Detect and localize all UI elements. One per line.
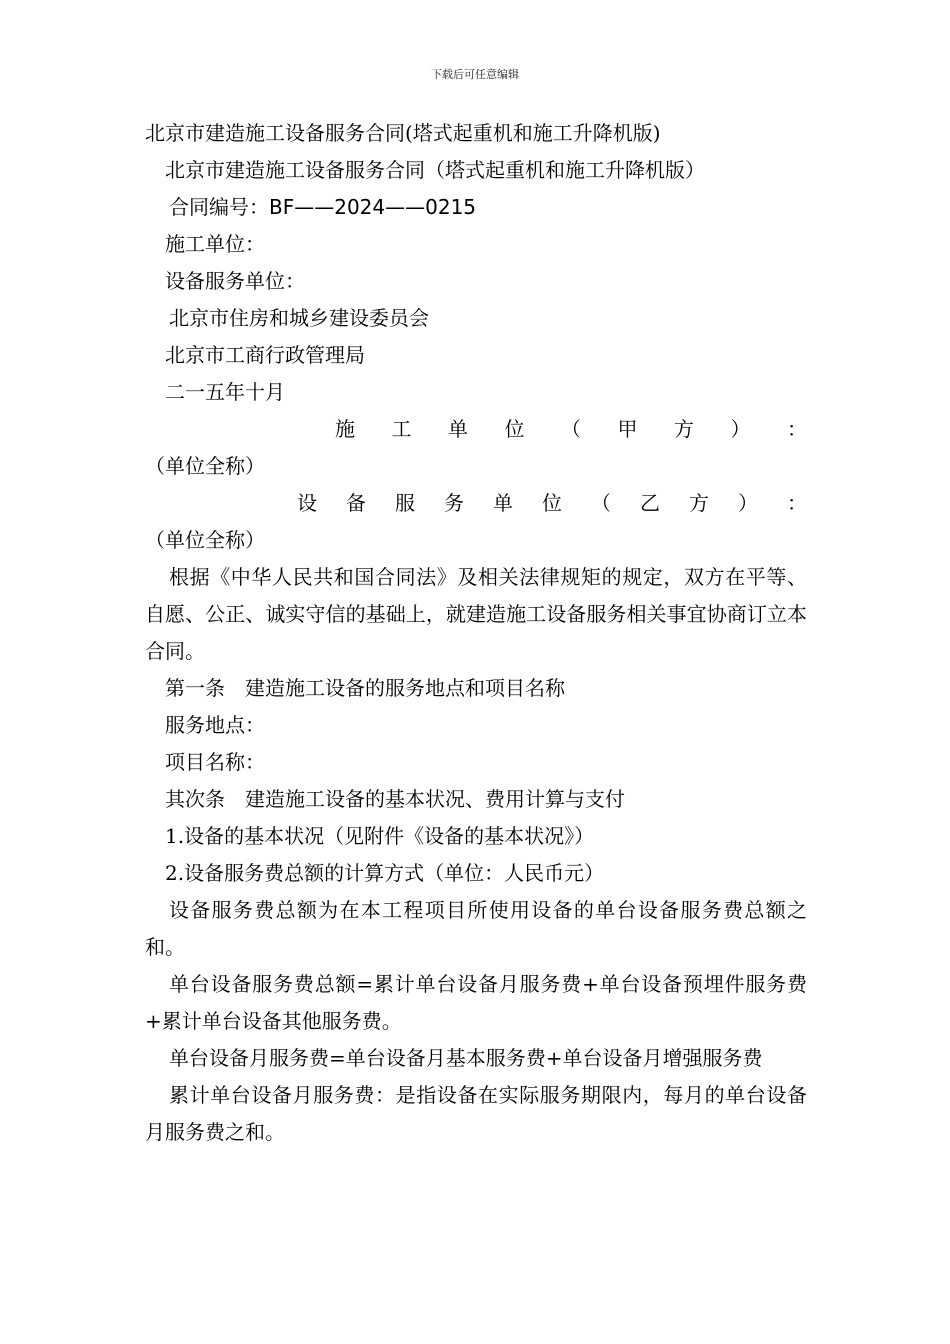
fee-paragraph-1: 设备服务费总额为在本工程项目所使用设备的单台设备服务费总额之和。 [145, 898, 807, 959]
service-location-label: 服务地点： [165, 713, 265, 737]
party-b-char: 乙 [640, 491, 660, 515]
party-b-char: 单 [493, 491, 513, 515]
party-b-char: ） [738, 491, 758, 515]
contract-number [145, 189, 807, 226]
service-unit-label: 设备服务单位： [165, 269, 305, 293]
project-name-label: 项目名称： [165, 750, 265, 774]
party-b-char: 备 [346, 491, 366, 515]
party-a-char: ： [787, 417, 807, 441]
party-b-char: 设 [297, 491, 317, 515]
document-title: 北京市建造施工设备服务合同(塔式起重机和施工升降机版) [145, 121, 661, 145]
fee-paragraph-2: 单台设备服务费总额=累计单台设备月服务费+单台设备预埋件服务费+累计单台设备其他服务费。 [145, 972, 807, 1033]
party-a-fullname: （单位全称） [145, 454, 265, 478]
fee-paragraph-3: 单台设备月服务费=单台设备月基本服务费+单台设备月增强服务费 [169, 1046, 763, 1070]
party-b-fullname: （单位全称） [145, 528, 265, 552]
party-a-line [145, 411, 807, 448]
document-body [145, 115, 807, 1151]
contract-number-value: BF——2024——0215 [269, 195, 477, 219]
header-note: 下载后可任意编辑 [431, 68, 519, 81]
article-1-heading: 第一条 建造施工设备的服务地点和项目名称 [165, 676, 565, 700]
cover-date: 二一五年十月 [165, 380, 285, 404]
party-b-char: ： [787, 491, 807, 515]
item-1-equipment-status: 1.设备的基本状况（见附件《设备的基本状况》） [165, 824, 595, 848]
preamble-paragraph: 根据《中华人民共和国合同法》及相关法律规矩的规定，双方在平等、自愿、公正、诚实守信的基础上，就建造施工设备服务相关事宜协商订立本合同。 [145, 565, 807, 663]
party-a-char: 甲 [617, 417, 638, 441]
party-a-char: 工 [391, 417, 412, 441]
party-a-char: 方 [674, 417, 694, 441]
cover-title: 北京市建造施工设备服务合同（塔式起重机和施工升降机版） [165, 158, 705, 182]
party-b-char: 服 [395, 491, 415, 515]
construction-unit-label: 施工单位： [165, 232, 265, 256]
party-b-char: 位 [542, 491, 562, 515]
party-a-char: ） [730, 417, 751, 441]
item-2-fee-calculation: 2.设备服务费总额的计算方式（单位：人民币元） [165, 861, 605, 885]
party-b-char: （ [591, 491, 611, 515]
party-a-char: 位 [504, 417, 525, 441]
party-a-char: （ [561, 417, 581, 441]
party-b-char: 务 [444, 491, 464, 515]
party-b-char: 方 [689, 491, 709, 515]
party-a-char: 单 [448, 417, 468, 441]
issuer-housing-committee: 北京市住房和城乡建设委员会 [169, 306, 429, 330]
fee-paragraph-4: 累计单台设备月服务费：是指设备在实际服务期限内，每月的单台设备月服务费之和。 [145, 1083, 807, 1144]
party-a-char: 施 [335, 417, 355, 441]
article-2-heading: 其次条 建造施工设备的基本状况、费用计算与支付 [165, 787, 625, 811]
contract-number-label: 合同编号： [169, 195, 269, 219]
party-b-line [145, 485, 807, 522]
issuer-commerce-bureau: 北京市工商行政管理局 [165, 343, 365, 367]
